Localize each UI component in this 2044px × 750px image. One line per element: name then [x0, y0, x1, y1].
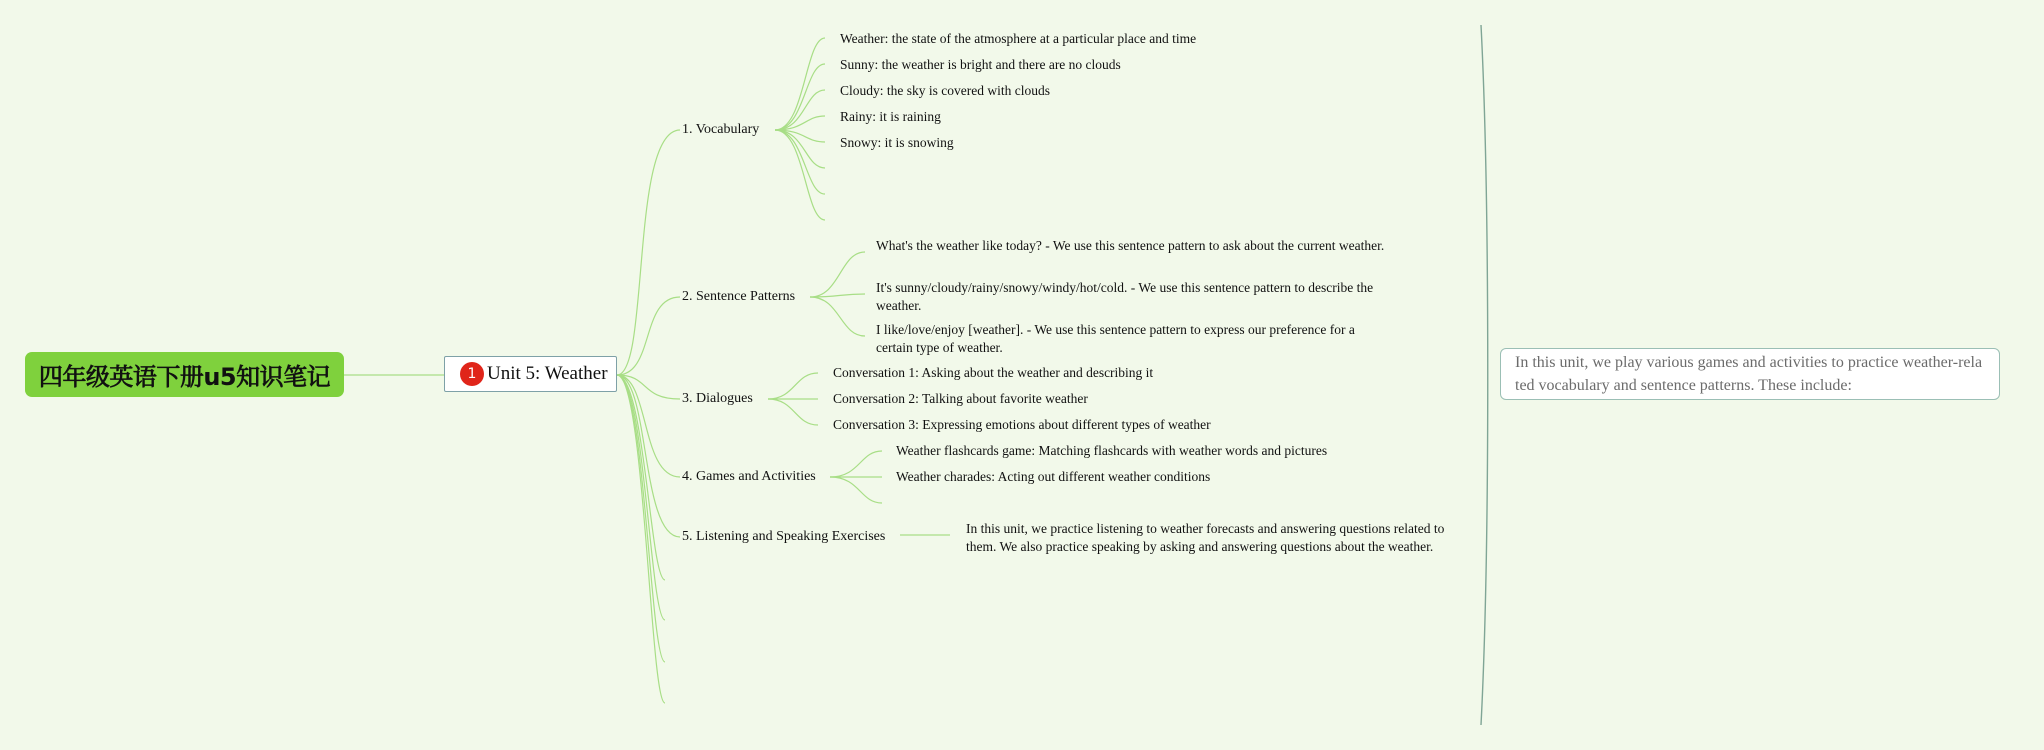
category-games-activities[interactable]: 4. Games and Activities	[682, 469, 816, 484]
sentence-pattern-item[interactable]: It's sunny/cloudy/rainy/snowy/windy/hot/cold. - We use this sentence pattern to describe the weather.	[876, 280, 1374, 313]
vocab-item[interactable]: Rainy: it is raining	[840, 109, 941, 124]
listening-speaking-item[interactable]: In this unit, we practice listening to weather forecasts and answering questions related to them. We also practice speaking by asking and answering questions about the weather.	[966, 521, 1445, 554]
category-listening-speaking[interactable]: 5. Listening and Speaking Exercises	[682, 529, 886, 544]
summary-text: In this unit, we play various games and activities to practice weather-related vocabulary and sentence patterns. These include:	[1515, 354, 1983, 394]
category-vocabulary[interactable]: 1. Vocabulary	[682, 122, 760, 137]
vocab-item[interactable]: Snowy: it is snowing	[840, 135, 954, 150]
sentence-pattern-item[interactable]: I like/love/enjoy [weather]. - We use this sentence pattern to express our preference for a certain type of weather.	[876, 322, 1355, 355]
vocab-item[interactable]: Cloudy: the sky is covered with clouds	[840, 83, 1050, 98]
dialogue-item[interactable]: Conversation 3: Expressing emotions about different types of weather	[833, 417, 1211, 432]
summary-callout[interactable]	[1500, 348, 2000, 400]
vocab-item[interactable]: Weather: the state of the atmosphere at a particular place and time	[840, 31, 1197, 46]
root-title: 四年级英语下册u5知识笔记	[38, 363, 331, 391]
unit-title: Unit 5: Weather	[487, 363, 608, 384]
vocab-item[interactable]: Sunny: the weather is bright and there are no clouds	[840, 57, 1121, 72]
game-activity-item[interactable]: Weather charades: Acting out different weather conditions	[896, 469, 1211, 484]
dialogue-item[interactable]: Conversation 1: Asking about the weather and describing it	[833, 365, 1154, 380]
marker-priority-badge: 1	[460, 362, 484, 386]
sentence-pattern-item[interactable]: What's the weather like today? - We use this sentence pattern to ask about the current weather.	[876, 238, 1385, 253]
summary-bracket	[1481, 25, 1488, 725]
category-dialogues[interactable]: 3. Dialogues	[682, 391, 753, 406]
game-activity-item[interactable]: Weather flashcards game: Matching flashcards with weather words and pictures	[896, 443, 1328, 458]
root-topic[interactable]	[25, 352, 344, 397]
unit-topic[interactable]	[444, 356, 617, 392]
dialogue-item[interactable]: Conversation 2: Talking about favorite weather	[833, 391, 1088, 406]
category-sentence-patterns[interactable]: 2. Sentence Patterns	[682, 289, 796, 304]
